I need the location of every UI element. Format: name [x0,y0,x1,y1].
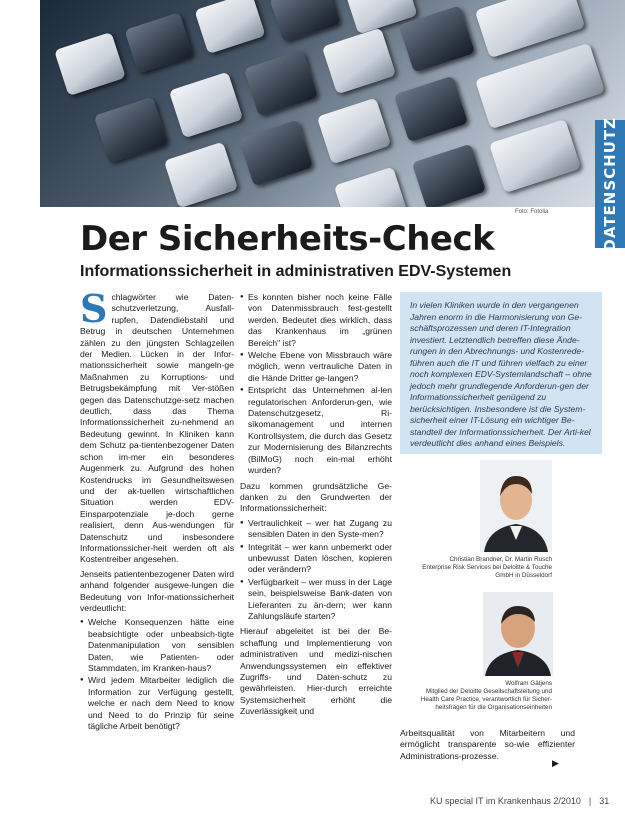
bullet-list [240,292,392,477]
photo-caption: Christian Brandner, Dr. Martin Rusch Enterprise Risk Services bei Deloitte & Touche GmbH in Düsseldorf [422,556,552,579]
paragraph: Dazu kommen grundsätzliche Ge-danken zu den Grundwerten der Informationssicherheit: [240,480,392,514]
list-item: ● Vertraulichkeit – wer hat Zugang zu sensiblen Daten in den Syste-men? [240,518,392,541]
list-item: ● Verfügbarkeit – wer muss in der Lage sein, beispielsweise Bank-daten von Lieferanten zu än-dern; wer kann Zahlungsläufe starten? [240,577,392,623]
callout-box: In vielen Kliniken wurde in den vergangenen Jahren enorm in die Harmonisierung von Ge-schäftsprozessen und deren IT-Integration investiert. Letztendlich betreffen diese Ände-rungen in den Abrechnungs- und Kostenrede-führen auch die IT und führen vielfach zu einer noch komplexen EDV-Systemlandschaft – ohne jedoch mehr grundlegende Anforderun-gen der Informationssicherheit genügend zu berücksichtigen. Insbesondere ist die System-sicherheit einer IT-Lösung ein wichtiger Be-standteil der Informationssicherheit. Der Arti-kel verdeutlicht dies anhand eines Beispiels. [400,292,602,454]
author-photo [480,460,552,552]
hero-keyboard-image [40,0,625,207]
column-3-text: Arbeitsqualität von Mitarbeitern und ermöglicht transparente so-wie effizienter Administrations-prozesse. [400,728,575,761]
column-2 [240,292,392,721]
article-title: Der Sicherheits-Check [80,219,495,259]
column-1 [80,286,234,736]
list-item: ● Welche Ebene von Missbrauch wäre möglich, wenn vertrauliche Daten in die Hände Dritter ge-langen? [240,350,392,384]
paragraph: Hierauf abgeleitet ist bei der Be-schaffung und Implementierung von administrativen und medizi-nischen Anwendungssystemen ein effektiver Zugriffs- und Daten-schutz zu gewährleisten. Hier-durch erreichte Systemsicherheit erhöht die Zuverlässigkeit und [240,626,392,717]
list-item: ● Integrität – wer kann unbemerkt oder unbewusst Daten löschen, kopieren oder verändern? [240,542,392,576]
list-item: ● Wird jedem Mitarbeiter lediglich die Information zur Verfügung gestellt, welche er nach dem Need to know und Need to do Prinzip für seine tägliche Arbeit benötigt? [80,675,234,732]
page-footer: KU special IT im Krankenhaus 2/2010 | 31 [430,796,610,806]
list-item: ● Entspricht das Unternehmen al-len regulatorischen Anforderun-gen, wie Datenschutzgesetz, Ri-sikomanagement und internen Kontrollsystem, die durch das Gesetz zur Modernisierung des Bilanzrechts (BilMoG) noch ein-mal erhöht wurden? [240,385,392,476]
bullet-list [240,518,392,623]
article-subtitle: Informationssicherheit in administrativen EDV-Systemen [80,263,512,280]
bullet-list [80,617,234,732]
continue-arrow-icon: ▶ [552,758,559,768]
intro-paragraph [80,286,234,566]
photo-caption: Wolfram Gätjens Mitglied der Deloitte Gesellschaftsleitung und Health Care Practice, verantwortlich für Sicher- heitsfragen für die Organisationseinheiten [420,680,552,711]
dropcap: S [80,286,108,331]
list-item: ● Welche Konsequenzen hätte eine beabsichtigte oder unbeabsich-tigte Datenmanipulation von sensiblen Daten, wie Patienten- oder Stammdaten, im Kranken-haus? [80,617,234,674]
photo-credit: Foto: Fotolia [515,209,549,215]
author-photo [483,592,553,676]
publication-name: KU special IT im Krankenhaus 2/2010 [430,796,581,806]
section-tab-label: DATENSCHUTZ [601,116,619,252]
paragraph: Jenseits patientenbezogener Daten wird anhand folgender ausgewe-lungen die Bedeutung von Infor-mationssicherheit verdeutlicht: [80,568,234,613]
list-item: ● Es konnten bisher noch keine Fälle von Datenmissbrauch fest-gestellt werden. Bedeutet dies wirklich, dass das Krankenhaus im „grünen Bereich" ist? [240,292,392,349]
intro-text: chlagwörter wie Daten-schutzverletzung, Ausfall-rupfen, Datendiebstahl und Betrug in deutschen Unternehmen zählen zu den jüngsten Schlagzeilen der Medien. Lücken in der Infor-mationssicherheit sowie mangeln-ge Maßnahmen zu Korruptions- und Betrugsbekämpfung mit Ver-stößen gegen das Datenschutzge-setz machen deutlich, dass das Thema Informationssicherheit zu-nehmend an Bedeutung gewinnt. In Kliniken kann dem Schutz pa-tientenbezogener Daten schon im-mer ein besonderes Augenmerk zu. Aufgrund des hohen Kostendrucks im Gesundheitswesen und der ak-tuellen wirtschaftlichen Situation werden EDV-Einsparpotenziale je-doch gerne realisiert, denn Aus-wendungen für Datenschutz und insbesondere Informationssicher-heit werden oft als Kostentreiber angesehen. [80,292,234,565]
section-tab [595,116,625,252]
page-number: 31 [599,796,610,806]
